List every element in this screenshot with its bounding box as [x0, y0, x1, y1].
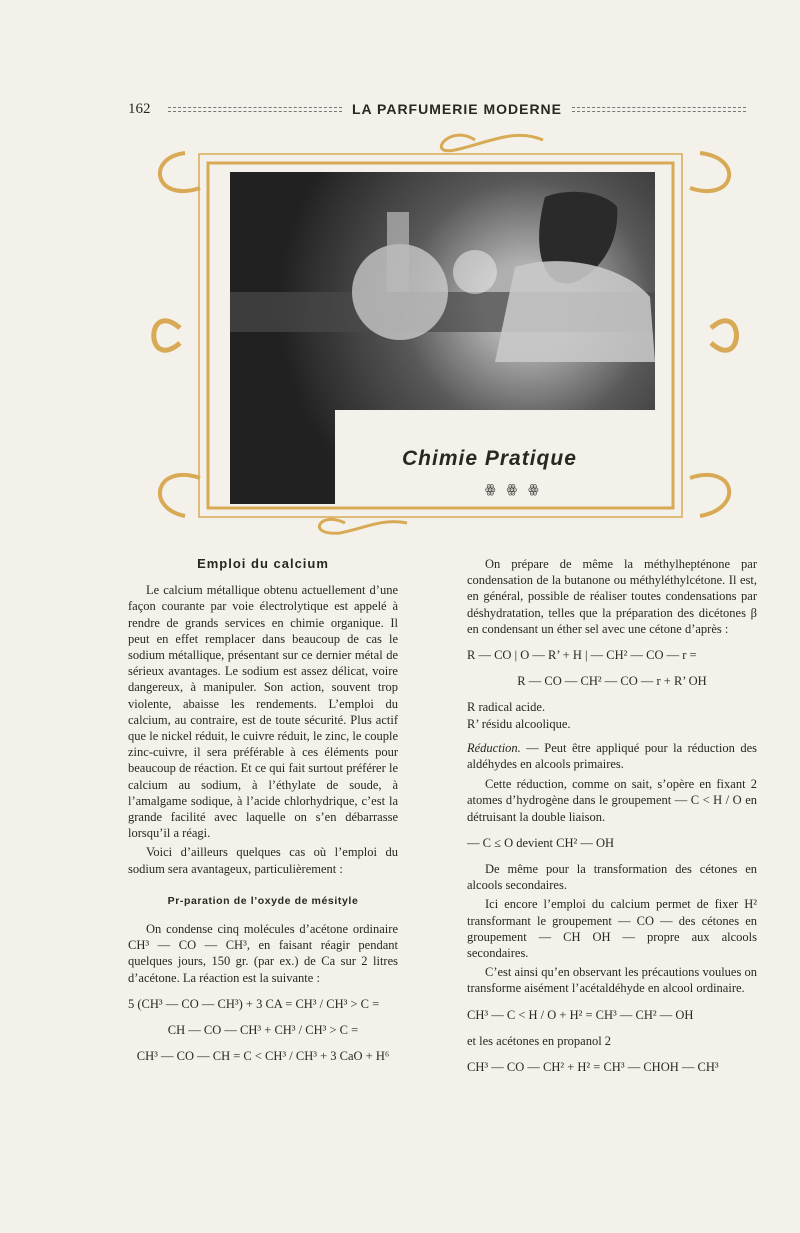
section-title: Emploi du calcium — [197, 556, 329, 571]
bottom-formula-1: CH³ — C < H / O + H² = CH³ — CH² — OH — [467, 1007, 694, 1022]
formula-line-1: 5 (CH³ — CO — CH³) + 3 CA = CH³ / CH³ > C = — [128, 996, 380, 1011]
page-header — [128, 98, 756, 120]
reduction-text-2: Cette réduction, comme on sait, s’opère en fixant 2 atomes d’hydrogène dans le groupement — C < H / O en détruisant la double liaison. — [467, 777, 757, 824]
formula-line-2: CH — CO — CH³ + CH³ / CH³ > C = — [167, 1023, 359, 1038]
reduction-text-3: De même pour la transformation des cétones en alcools secondaires. — [467, 862, 757, 893]
reduction-text-5: C’est ainsi qu’en observant les précautions voulues on transforme aisément l’acétaldéhyde en alcool ordinaire. — [467, 965, 757, 996]
reduction-text-1: — Peut être appliqué pour la réduction des aldéhydes en alcools primaires. — [467, 740, 757, 772]
right-formula-2: R — CO — CH² — CO — r + R’ OH — [517, 674, 707, 689]
bottom-formula-2: CH³ — CO — CH² + H² = CH³ — CHOH — CH³ — [467, 1060, 719, 1075]
right-formula-1: R — CO | O — R’ + H | — CH² — CO — r = — [467, 648, 697, 663]
header-rule-right — [572, 107, 746, 112]
left-paragraph-1: Le calcium métallique obtenu actuellement d’une façon courante par voie électrolytique est appelé à rendre de grands services en chimie organique. Il peut en effet remplacer dans beaucoup de cas le sodium métallique, présentant sur ce dernier métal de sérieux avantages. Le sodium est assez délicat, voire dangereux, à manipuler. Son action, souvent trop violente, abaisse les rendements. L’emploi du calcium, au contraire, est de toute sécurité. Plus actif que le nickel réduit, le cuivre réduit, le zinc, le couple zinc-cuivre, il sera préférable à ces éléments pour beaucoup de réaction. Et ce qui fait surtout préférer le calcium au sodium, à l’éthylate de soude, à l’amalgame sodique, à l’acide chlorhydrique, c’est la grande facilité avec laquelle on s’en débarrasse lorsqu’il a réagi. — [128, 583, 398, 841]
subheading: Pr-paration de l’oxyde de mésityle — [167, 894, 359, 907]
flask-neck — [387, 212, 409, 292]
formula-line-3: CH³ — CO — CH = C < CH³ / CH³ + 3 CaO + H⁶ — [136, 1049, 390, 1064]
reduction-heading: Réduction. — [467, 740, 521, 755]
small-flask — [453, 250, 497, 294]
illustration-caption: Chimie Pratique — [402, 447, 577, 470]
definition-r: R radical acide. — [467, 700, 546, 715]
reduction-text-4: Ici encore l’emploi du calcium permet de fixer H² transformant le groupement — CO — des cétones en groupement — CH OH — propre aux alcools secondaires. — [467, 897, 757, 961]
caption-ornament: ꙮ ꙮ ꙮ — [485, 482, 543, 496]
chemist-coat — [495, 261, 655, 362]
left-paragraph-3: On condense cinq molécules d’acétone ordinaire CH³ — CO — CH³, en faisant réagir pendant quelques jours, 150 gr. (par ex.) de Ca sur 2 litres d’acétone. La réaction est la suivante : — [128, 922, 398, 985]
reduction-formula-1: — C ≤ O devient CH² — OH — [467, 835, 615, 850]
right-column — [467, 556, 757, 1085]
header-rule-left — [168, 107, 342, 112]
right-paragraph-1: On prépare de même la méthylhepténone par condensation de la butanone ou méthyléthylcétone. Il est, en général, possible de réaliser toutes condensations par déshydratation, telles que la préparation des dicétones β en condensant un éther sel avec une cétone d’après : — [467, 557, 757, 636]
page-number: 162 — [128, 100, 151, 117]
bottom-text: et les acétones en propanol 2 — [467, 1033, 612, 1048]
left-paragraph-2: Voici d’ailleurs quelques cas où l’emploi du sodium sera avantageux, particulièrement : — [128, 845, 398, 876]
journal-title: LA PARFUMERIE MODERNE — [352, 101, 562, 117]
left-column — [128, 556, 398, 1074]
definition-r-prime: R’ résidu alcoolique. — [467, 716, 571, 731]
